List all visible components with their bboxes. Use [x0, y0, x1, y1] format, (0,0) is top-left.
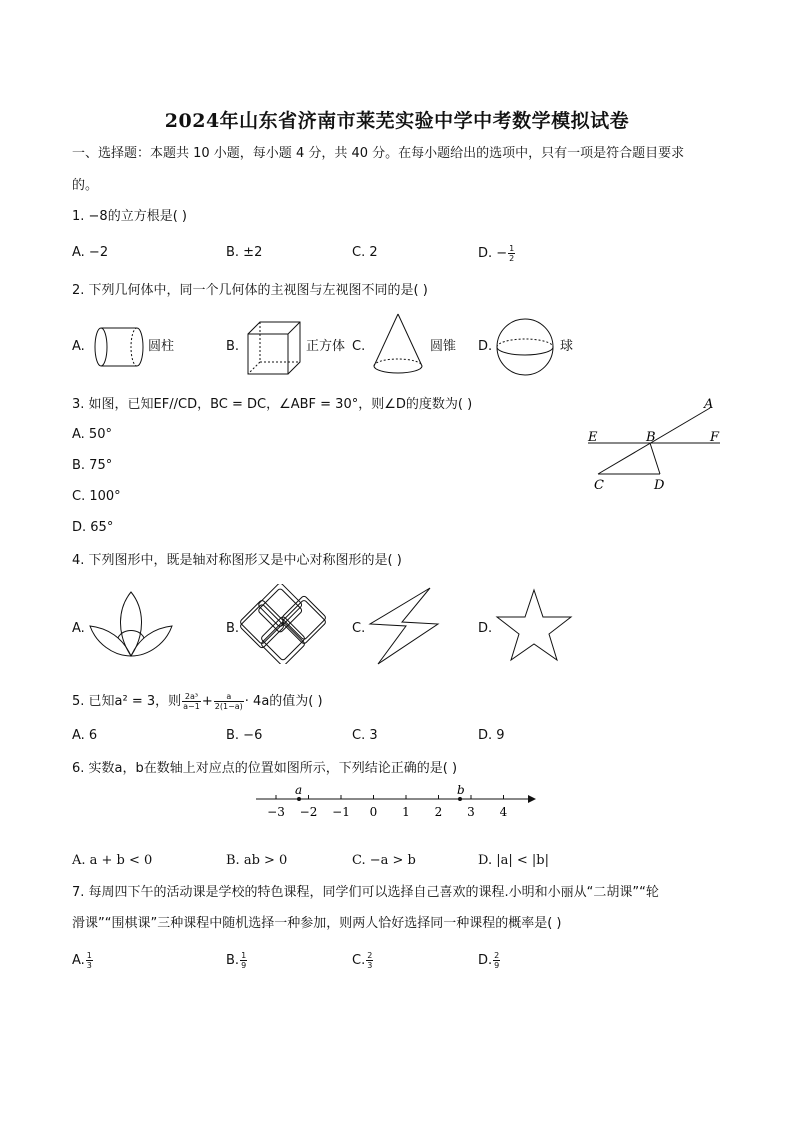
number-line-tick-label: 0 [369, 805, 378, 819]
q5-option-d: D. 9 [478, 728, 505, 743]
q6-option-b: B. ab > 0 [226, 853, 288, 868]
q5-option-c: C. 3 [352, 728, 378, 743]
page-title: 2024年山东省济南市莱芜实验中学中考数学模拟试卷 [164, 110, 630, 132]
q2-stem: 2. 下列几何体中，同一个几何体的主视图与左视图不同的是( ) [72, 283, 428, 298]
q1-d-denominator: 2 [509, 254, 515, 263]
q7-option-b-letter: B. [226, 953, 240, 968]
q7-option-a-fraction [86, 951, 93, 970]
q1-option-a: A. −2 [72, 245, 109, 260]
q7-option-d [478, 951, 501, 970]
q5-f2-denominator: 2(1−a) [214, 702, 243, 711]
q5-plus: + [201, 694, 213, 709]
q2-option-c-letter: C. [352, 339, 366, 354]
q6-stem: 6. 实数a，b在数轴上对应点的位置如图所示，下列结论正确的是( ) [72, 761, 458, 776]
q3-option-c: C. 100° [72, 489, 121, 504]
q4-option-a-letter: A. [72, 621, 85, 636]
q2-option-a-label: 圆柱 [148, 339, 175, 354]
section-instructions-line2: 的。 [72, 178, 99, 193]
q7-option-d-fraction [493, 951, 500, 970]
q7-d-numerator: 2 [494, 951, 500, 960]
q5-option-b: B. −6 [226, 728, 263, 743]
point-label-b: B [646, 430, 656, 445]
q7-stem-line1: 7. 每周四下午的活动课是学校的特色课程，同学们可以选择自己喜欢的课程.小明和小丽从“二胡课”“轮 [72, 885, 659, 900]
q7-option-c-letter: C. [352, 953, 366, 968]
q5-stem [72, 692, 323, 711]
q5-f1-denominator: a−1 [183, 702, 200, 711]
section-instructions-line1: 一、选择题：本题共 10 小题，每小题 4 分，共 40 分。在每小题给出的选项中，只有一项是符合题目要求 [72, 146, 685, 161]
q1-option-c: C. 2 [352, 245, 378, 260]
q1-d-numerator: 1 [509, 244, 515, 253]
number-line-tick-label: 4 [499, 805, 508, 819]
q2-option-a-letter: A. [72, 339, 85, 354]
number-line-tick-label: 1 [402, 805, 410, 819]
q3-geometry-figure [580, 394, 730, 494]
q5-stem-post: · 4a的值为( ) [244, 694, 323, 709]
point-a-label: a [295, 783, 303, 797]
q7-d-denominator: 9 [494, 961, 500, 970]
q7-c-denominator: 3 [367, 961, 373, 970]
q6-option-d: D. |a| < |b| [478, 853, 549, 868]
q4-option-b-letter: B. [226, 621, 240, 636]
point-b-label: b [457, 783, 465, 797]
cone-figure [368, 310, 430, 380]
q7-option-b [226, 951, 248, 970]
q2-option-d-label: 球 [560, 339, 574, 354]
q7-b-denominator: 9 [241, 961, 247, 970]
point-label-a: A [704, 397, 714, 412]
point-label-f: F [710, 430, 720, 445]
number-line-figure [254, 782, 540, 822]
number-line-tick-label: −1 [332, 805, 350, 819]
q2-option-b-letter: B. [226, 339, 240, 354]
q1-option-d-prefix: D. − [478, 246, 508, 261]
q7-b-numerator: 1 [241, 951, 247, 960]
q5-option-a: A. 6 [72, 728, 98, 743]
q2-option-c-label: 圆锥 [430, 339, 457, 354]
q5-fraction-1 [182, 692, 201, 711]
q7-option-b-fraction [240, 951, 247, 970]
interlaced-squares-figure [240, 584, 326, 664]
q3-option-b: B. 75° [72, 458, 113, 473]
lightning-figure [366, 584, 442, 668]
q1-stem: 1. −8的立方根是( ) [72, 209, 187, 224]
number-line-tick-label: −2 [299, 805, 318, 819]
q7-stem-line2: 滑课”“围棋课”三种课程中随机选择一种参加，则两人恰好选择同一种课程的概率是( ) [72, 916, 562, 931]
point-b-dot [458, 797, 462, 801]
q4-option-d-letter: D. [478, 621, 493, 636]
q7-option-d-letter: D. [478, 953, 493, 968]
number-line-tick-label: −3 [267, 805, 285, 819]
star-figure [494, 586, 574, 662]
q7-a-numerator: 1 [86, 951, 92, 960]
cylinder-figure [92, 322, 146, 372]
sphere-figure [494, 316, 558, 378]
q6-option-a: A. a + b < 0 [72, 853, 153, 868]
point-a-dot [297, 797, 301, 801]
q5-stem-pre: 5. 已知a² = 3，则 [72, 694, 182, 709]
q5-f1-numerator: 2a³ [182, 692, 201, 702]
point-label-c: C [594, 478, 604, 493]
q5-f2-numerator: a [214, 692, 244, 702]
q7-a-denominator: 3 [86, 961, 92, 970]
q7-option-a-letter: A. [72, 953, 85, 968]
q3-option-d: D. 65° [72, 520, 114, 535]
cube-figure [244, 318, 306, 378]
q4-stem: 4. 下列图形中，既是轴对称图形又是中心对称图形的是( ) [72, 553, 402, 568]
q4-option-c-letter: C. [352, 621, 366, 636]
number-line-tick-label: 2 [434, 805, 443, 819]
q7-option-c [352, 951, 374, 970]
q7-c-numerator: 2 [367, 951, 373, 960]
q1-option-d-fraction [508, 244, 515, 263]
q6-option-c: C. −a > b [352, 853, 416, 868]
number-line-tick-label: 3 [467, 805, 475, 819]
q7-option-a [72, 951, 94, 970]
q7-option-c-fraction [366, 951, 373, 970]
lotus-figure [88, 588, 174, 660]
point-label-e: E [588, 430, 598, 445]
point-label-d: D [654, 478, 665, 493]
q1-option-d [478, 244, 516, 263]
q2-option-b-label: 正方体 [306, 339, 346, 354]
q1-option-b: B. ±2 [226, 245, 263, 260]
q3-option-a: A. 50° [72, 427, 112, 442]
q2-option-d-letter: D. [478, 339, 493, 354]
q5-fraction-2 [214, 692, 244, 711]
q3-stem: 3. 如图，已知EF//CD，BC = DC，∠ABF = 30°，则∠D的度数为( ) [72, 397, 473, 412]
